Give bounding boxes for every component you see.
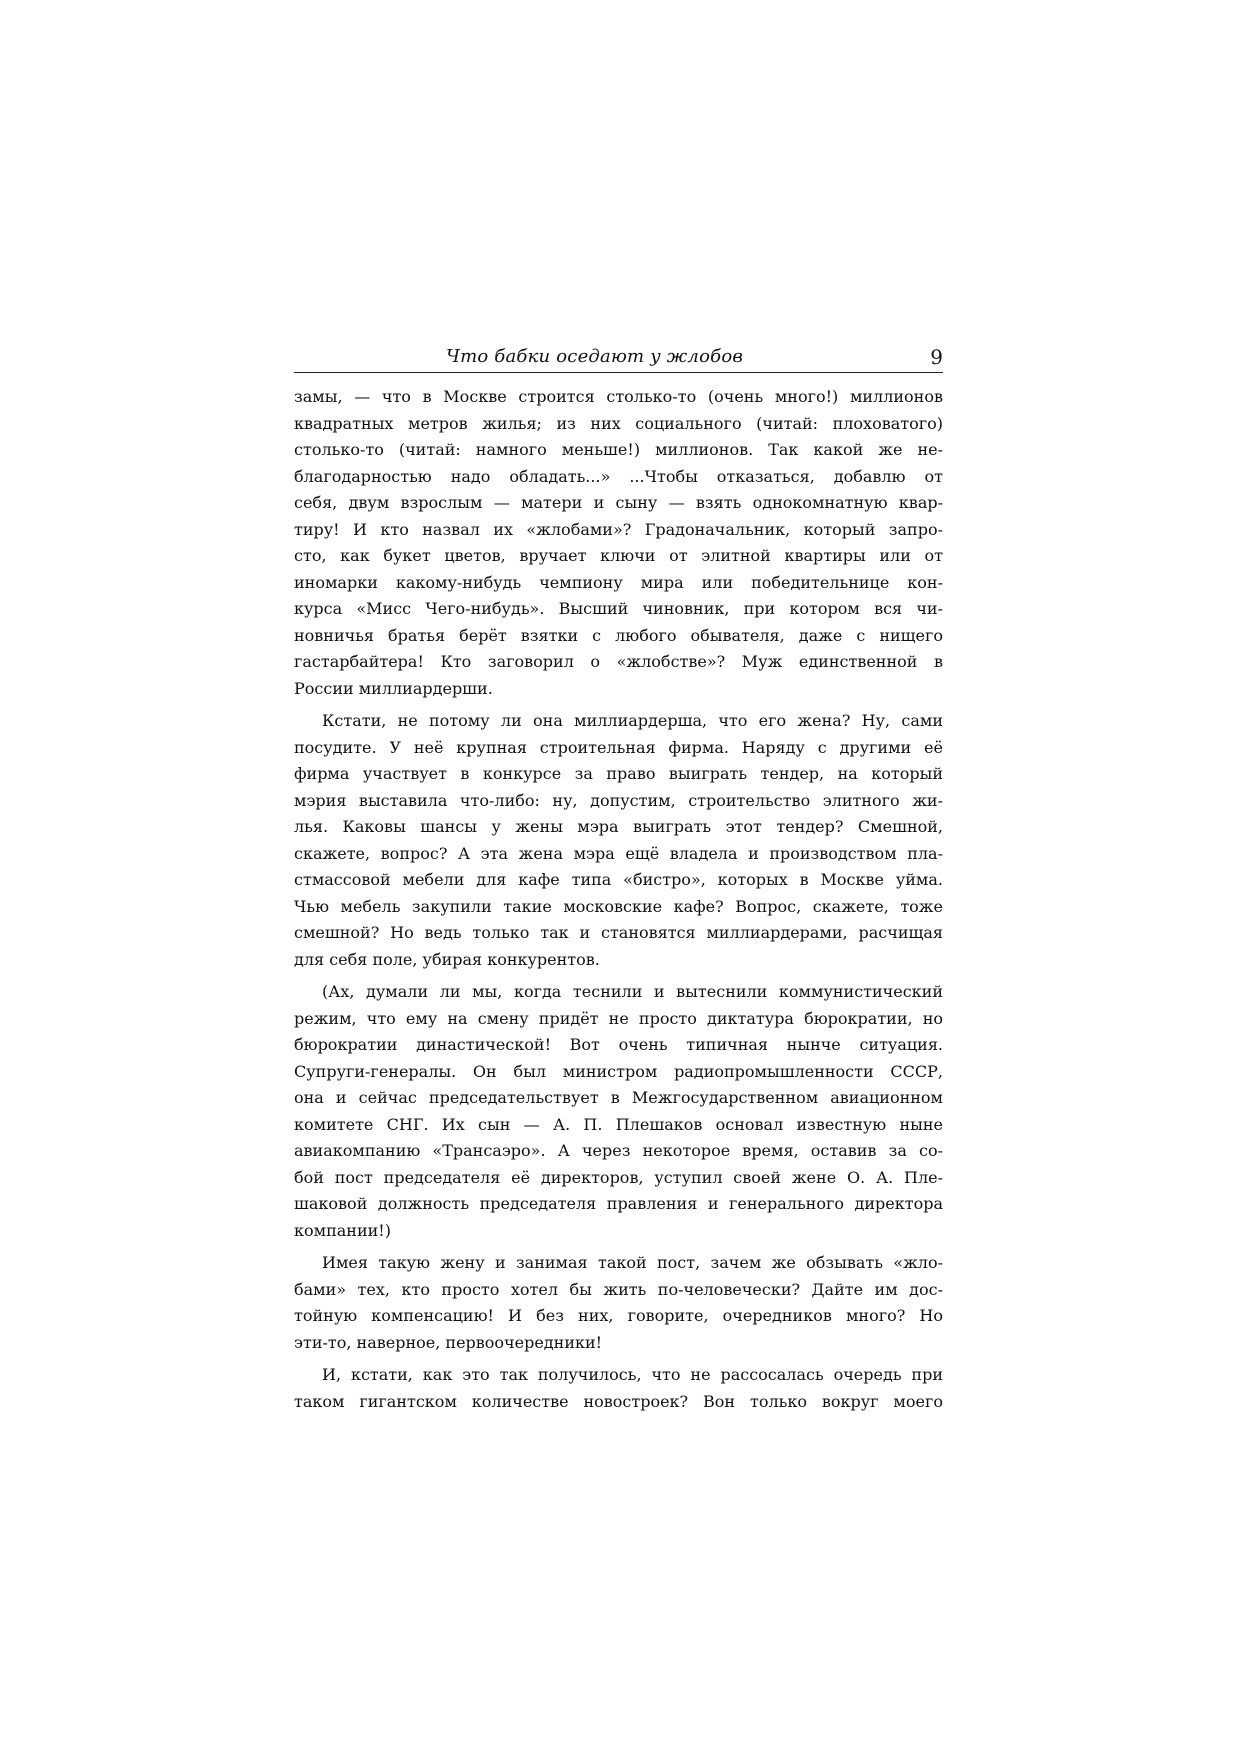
text-line: курса «Мисс Чего-нибудь». Высший чиновник, при котором вся чи- [294, 599, 943, 618]
text-line: бой пост председателя её директоров, уступил своей жене О. А. Пле- [294, 1167, 943, 1187]
text-line: России миллиардерши. [294, 678, 493, 698]
text-line: Супруги-генералы. Он был министром радиопромышленности СССР, [294, 1061, 943, 1081]
text-line: эти-то, наверное, первоочередники! [294, 1332, 603, 1352]
text-line: благодарностью надо обладать...» ...Чтобы отказаться, добавлю от [294, 466, 943, 486]
text-line: бюрократии династической! Вот очень типичная нынче ситуация. [294, 1035, 943, 1054]
text-line: бами» тех, кто просто хотел бы жить по-человечески? Дайте им дос- [294, 1279, 943, 1299]
text-line: для себя поле, убирая конкурентов. [294, 949, 600, 969]
text-line: компании!) [294, 1220, 391, 1240]
text-line: смешной? Но ведь только так и становятся миллиардерами, расчищая [294, 923, 943, 942]
text-line: себя, двум взрослым — матери и сыну — взять однокомнатную квар- [294, 493, 943, 512]
text-line: Чью мебель закупили такие московские кафе? Вопрос, скажете, тоже [294, 896, 943, 916]
text-line: комитете СНГ. Их сын — А. П. Плешаков основал известную ныне [294, 1114, 943, 1134]
text-line: режим, что ему на смену придёт не просто диктатура бюрократии, но [294, 1008, 943, 1028]
running-header [294, 346, 943, 373]
text-line: посудите. У неё крупная строительная фирма. Наряду с другими её [294, 737, 943, 757]
text-line: столько-то (читай: намного меньше!) миллионов. Так какой же не- [294, 440, 943, 459]
text-line: скажете, вопрос? А эта жена мэра ещё владела и производством пла- [294, 843, 943, 863]
text-line: мэрия выставила что-либо: ну, допустим, строительство элитного жи- [294, 790, 943, 810]
text-line: (Ах, думали ли мы, когда теснили и вытеснили коммунистический [322, 982, 943, 1001]
body-text [294, 387, 943, 1418]
text-line: сто, как букет цветов, вручает ключи от элитной квартиры или от [294, 546, 943, 565]
paragraph-5 [294, 1365, 943, 1418]
text-line: тойную компенсацию! И без них, говорите, очередников много? Но [294, 1306, 943, 1325]
text-line: гастарбайтера! Кто заговорил о «жлобстве»? Муж единственной в [294, 652, 943, 671]
text-line: квадратных метров жилья; из них социального (читай: плоховатого) [294, 413, 943, 433]
text-line: замы, — что в Москве строится столько-то (очень много!) миллионов [294, 387, 943, 406]
text-line: шаковой должность председателя правления и генерального директора [294, 1194, 943, 1213]
text-line: И, кстати, как это так получилось, что не рассосалась очередь при [322, 1365, 943, 1384]
text-line: она и сейчас председательствует в Межгосударственном авиационном [294, 1088, 943, 1107]
text-line: фирма участвует в конкурсе за право выиграть тендер, на который [294, 764, 943, 783]
text-line: авиакомпанию «Трансаэро». А через некоторое время, оставив за со- [294, 1141, 943, 1160]
text-line: стмассовой мебели для кафе типа «бистро», которых в Москве уйма. [294, 870, 943, 889]
paragraph-1 [294, 387, 943, 705]
text-line: лья. Каковы шансы у жены мэра выиграть этот тендер? Смешной, [294, 817, 943, 836]
text-line: Кстати, не потому ли она миллиардерша, что его жена? Ну, сами [322, 711, 943, 730]
paragraph-2 [294, 711, 943, 976]
text-line: иномарки какому-нибудь чемпиону мира или победительнице кон- [294, 572, 943, 592]
paragraph-3 [294, 982, 943, 1247]
text-line: таком гигантском количестве новостроек? Вон только вокруг моего [294, 1391, 943, 1411]
running-title: Что бабки оседают у жлобов [445, 346, 744, 367]
text-line: новничья братья берёт взятки с любого обывателя, даже с нищего [294, 625, 943, 645]
page-number: 9 [930, 345, 943, 369]
text-line: тиру! И кто назвал их «жлобами»? Градоначальник, который запро- [294, 519, 943, 539]
text-line: Имея такую жену и занимая такой пост, зачем же обзывать «жло- [322, 1253, 943, 1272]
paragraph-4 [294, 1253, 943, 1359]
